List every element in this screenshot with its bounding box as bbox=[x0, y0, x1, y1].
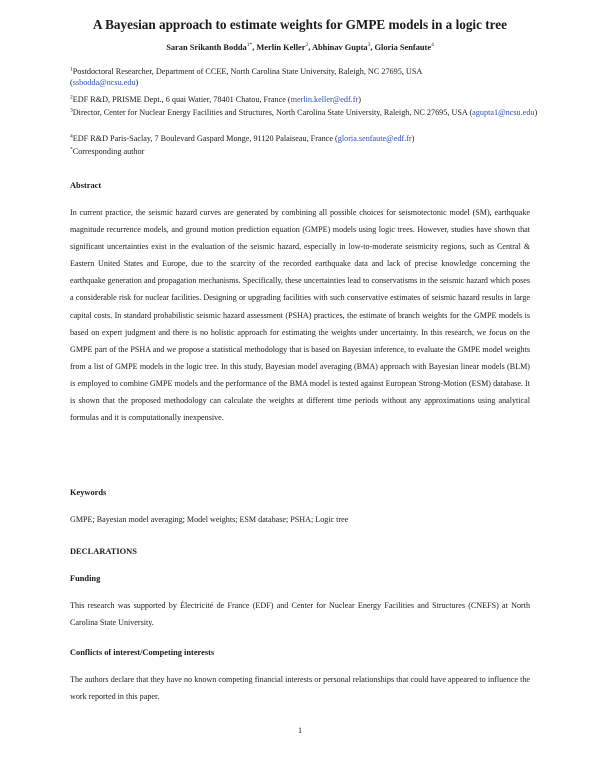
funding-text: This research was supported by Électricité de France (EDF) and Center for Nuclear Energy Facilities and Structures (CNEFS) at North Carolina State University. bbox=[70, 601, 530, 628]
author-name: Abhinav Gupta bbox=[311, 43, 368, 52]
keywords-heading: Keywords bbox=[70, 488, 107, 497]
email-link[interactable]: agupta1@ncsu.edu bbox=[472, 108, 535, 117]
email-link[interactable]: ssbodda@ncsu.edu bbox=[72, 78, 136, 88]
conflicts-heading: Conflicts of interest/Competing interests bbox=[70, 648, 215, 657]
email-link[interactable]: gloria.senfaute@edf.fr bbox=[337, 134, 412, 143]
page-number: 1 bbox=[297, 726, 303, 735]
author-mark: 3 bbox=[367, 42, 371, 49]
author-name: Merlin Keller bbox=[256, 43, 306, 52]
corresponding-author-note: *Corresponding author bbox=[70, 146, 145, 156]
abstract-heading: Abstract bbox=[70, 181, 102, 190]
author-mark: 1* bbox=[246, 42, 253, 49]
declarations-heading: DECLARATIONS bbox=[70, 547, 137, 556]
author-name: Gloria Senfaute bbox=[374, 43, 432, 52]
author-name: Saran Srikanth Bodda bbox=[166, 43, 247, 52]
conflicts-text: The authors declare that they have no known competing financial interests or personal relationships that could have appeared to influence the work reported in this paper. bbox=[70, 675, 530, 702]
affiliation-4: $^4$EDF R&D Paris-Saclay, 7 Boulevard Gaspard Monge, 91120 Palaiseau, France (gloria.senfaute@edf.fr) bbox=[70, 133, 415, 143]
affiliation-2: $^2$EDF R&D, PRISME Dept., 6 quai Watier, 78401 Chatou, France (merlin.keller@edf.fr) bbox=[70, 94, 361, 104]
author-mark: 2 bbox=[305, 42, 309, 49]
keywords-text: GMPE; Bayesian model averaging; Model weights; ESM database; PSHA; Logic tree bbox=[70, 515, 349, 524]
affiliation-1: $^1$Postdoctoral Researcher, Department of CCEE, North Carolina State University, Raleigh, NC 27695, USA (ssbodda@ncsu.edu) bbox=[70, 66, 423, 88]
author-list: Saran Srikanth Bodda$^{1*}$, Merlin Keller$^2$, Abhinav Gupta$^3$, Gloria Senfaute$^4$ bbox=[166, 42, 434, 52]
affiliation-3: $^3$Director, Center for Nuclear Energy Facilities and Structures, North Carolina State University, Raleigh, NC 27695, USA (agupta1@ncsu.edu) bbox=[70, 107, 538, 117]
funding-heading: Funding bbox=[70, 574, 101, 583]
email-link[interactable]: merlin.keller@edf.fr bbox=[290, 95, 359, 104]
abstract-text: In current practice, the seismic hazard curves are generated by combining all possible choices for seismotectonic model (SM), earthquake magnitude recurrence models, and ground motion prediction equation (GMPE) models using logic trees. However, studies have shown that significant uncertainties exist in the evaluation of the seismic hazard, especially in low-to-moderate seismicity regions, such as Central & Eastern United States and Europe, due to the scarcity of the recorded earthquake data and lack of precise knowledge concerning the earthquake generation and propagation mechanisms. Specifically, these uncertainties lead to conservatisms in the seismic hazard which poses a considerable risk for nuclear facilities. Designing or upgrading facilities with such conservative estimates of seismic hazard results in large capital costs. In standard probabilistic seismic hazard assessment (PSHA) practices, the estimate of branch weights for the GMPE models is based on expert judgment and there is no holistic approach for estimating the weights under uncertainty. In this research, we focus on the GMPE part of the PSHA and we propose a statistical methodology that is based on Bayesian inference, to evaluate the GMPE model weights from a list of GMPE models in the logic tree. In this study, Bayesian model averaging (BMA) approach with Bayesian linear models (BLM) is employed to combine GMPE models and the performance of the BMA model is tested against European Strong-Motion (ESM) database. It is shown that the proposed methodology can calculate the weights at different time periods without any approximations using analytical formulas and it is computationally inexpensive. bbox=[70, 208, 530, 423]
paper-title: A Bayesian approach to estimate weights for GMPE models in a logic tree bbox=[93, 17, 507, 32]
author-mark: 4 bbox=[431, 42, 434, 49]
